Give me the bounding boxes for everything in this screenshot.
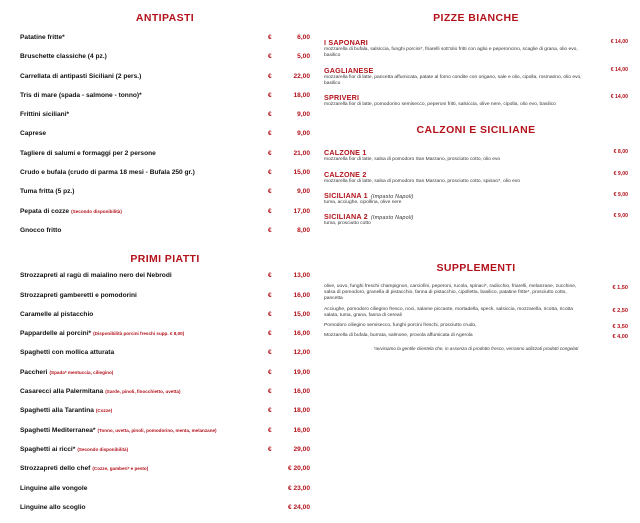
menu-item-row [20, 504, 310, 523]
dish-name: Carrellata di antipasti Siciliani (2 pers.) [20, 72, 142, 80]
dish-note: (Sarde, pinoli, finocchietto, uvetta) [105, 389, 181, 395]
pizza-item [324, 191, 628, 206]
menu-item-row [20, 292, 310, 311]
currency-symbol: € [268, 349, 272, 357]
pizza-price: € 14,00 [610, 66, 628, 73]
dish-name: Casarecci alla Palermitana [20, 388, 104, 396]
pizza-name-text: SPRIVERI [324, 93, 360, 103]
pizza-name-text: I SAPONARI [324, 38, 368, 47]
supplement-price: € 2,50 [612, 307, 628, 314]
menu-item-row [20, 485, 310, 504]
pizze-title: PIZZE BIANCHE [433, 12, 519, 24]
menu-item-row [20, 446, 310, 465]
dish-name: Strozzapreti al ragù di maialino nero dei Nebrodi [20, 272, 172, 280]
dish-note: (Spada* mentuccia, ciliegino) [49, 369, 114, 375]
supplement-row: Acciughe, pomodoro ciliegino fresco, noci, salame piccante, mortadella, speck, salsiccia, mozzarella, ricotta, ricotta salata, tuma, grana, fanna di cereali € 2,50 [324, 306, 628, 318]
pizza-name-text: CALZONE 1 [324, 148, 367, 158]
dish-name: Pappardelle ai porcini* [20, 330, 92, 338]
dish-price: 5,00 [297, 53, 310, 61]
pizza-name [324, 191, 628, 200]
menu-item-row [20, 311, 310, 330]
currency-symbol: € [268, 445, 272, 453]
pizza-description: tuma, acciughe, cipollina, olive nere [324, 200, 402, 206]
supplement-row: Pomodoro ciliegino semisecco, funghi porcini freschi, prosciutto crudo, € 3,50 [324, 323, 628, 331]
dish-name: Crudo e bufala (crudo di parma 18 mesi - Bufala 250 gr.) [20, 169, 195, 177]
pizza-price: € 14,00 [610, 39, 628, 45]
primi-list [20, 272, 310, 523]
pizza-item [324, 148, 628, 163]
menu-item-row [20, 407, 310, 426]
currency-symbol: € [268, 310, 272, 318]
dish-price: 9,00 [297, 188, 310, 196]
currency-symbol: € [268, 226, 272, 234]
pizza-description: mozzarella di bufala, salsiccia, funghi porcini*, friarelli sott'olio fritti con aglio e peperoncino, scaglie di grana, olio evo, basilico [324, 47, 578, 59]
dish-price: 16,00 [293, 291, 310, 299]
currency-symbol: € [268, 72, 272, 80]
pizze-list [324, 38, 628, 108]
dish-name: Gnocco fritto [20, 226, 62, 234]
dish-price: 15,00 [293, 310, 310, 318]
menu-item-row [20, 188, 310, 207]
currency-symbol: € [268, 169, 272, 177]
antipasti-title: ANTIPASTI [135, 12, 195, 24]
dish-price: 16,00 [293, 330, 310, 338]
currency-symbol: € [268, 291, 272, 299]
dish-note: (Secondo disponibilità) [77, 446, 129, 452]
dish-note: (Secondo disponibilità) [71, 208, 122, 214]
currency-symbol: € [268, 426, 272, 434]
dish-note: (Tonno, uvetta, pinoli, pomodorino, menta, melanzane) [97, 427, 217, 433]
supplement-row: olive, uovo, funghi freschi champignon, carciofini, peperoni, rucola, spinaci*, radicchio, friarelli, melanzane, zucchine, salsa di pomodoro, granella di pistacchio, fanna di pistacchio, cipolletta, basilico, patatine fritte*, prosciutto cotto, pancetta € 1,50 [324, 283, 628, 302]
supplement-price: € 4,00 [612, 334, 628, 341]
menu-item-row [20, 388, 310, 407]
dish-name: Caramelle al pistacchio [20, 310, 94, 318]
dish-price: 18,00 [293, 407, 310, 415]
menu-item-row [20, 208, 310, 227]
supplementi-list [324, 284, 628, 340]
menu-item-name [20, 292, 268, 299]
menu-item-row [20, 465, 310, 484]
supplement-price: € 3,50 [612, 324, 628, 331]
currency-symbol: € [268, 407, 272, 415]
dish-name: Caprese [20, 130, 47, 138]
menu-item-row [20, 73, 310, 92]
dish-price: 19,00 [293, 368, 310, 376]
dish-name: Spaghetti alla Tarantina [20, 407, 94, 415]
dish-name: Strozzapreti gamberetti e pomodorini [20, 291, 137, 299]
menu-item-row [20, 227, 310, 246]
dish-name: Linguine alle vongole [20, 484, 88, 492]
supplementi-title: SUPPLEMENTI [436, 261, 516, 274]
pizza-price: € 8,00 [613, 149, 628, 156]
pizza-description: mozzarella fior di latte, salsa di pomodoro San Marzano, prosciutto cotto, spinaci*, olio evo [324, 178, 520, 184]
currency-symbol: € [268, 111, 272, 119]
menu-item-name [20, 111, 268, 118]
pizza-name-text: GAGLIANESE [324, 65, 374, 75]
currency-symbol: € [268, 388, 272, 396]
dish-name: Tuma fritta (5 pz.) [20, 188, 75, 196]
menu-item-name [20, 227, 268, 234]
dish-name: Strozzapreti dello chef [20, 465, 91, 473]
menu-item-name [20, 349, 268, 356]
pizza-name-text: SICILIANA 1 [324, 191, 368, 201]
currency-symbol: € [268, 272, 272, 280]
pizza-name [324, 170, 628, 179]
dish-price: 15,00 [293, 169, 310, 177]
dish-price: 9,00 [297, 111, 310, 119]
dish-name: Patatine fritte* [20, 34, 65, 41]
dish-price: 17,00 [293, 207, 310, 215]
currency-symbol: € [268, 34, 272, 41]
primi-title: PRIMI PIATTI [130, 253, 200, 266]
pizza-item [324, 38, 628, 60]
dish-name: Paccheri [20, 368, 48, 376]
dish-name: Bruschette classiche (4 pz.) [20, 53, 107, 61]
menu-item-row [20, 111, 310, 130]
pizza-description: tuma, prosciutto cotto [324, 221, 371, 227]
currency-symbol: € [268, 188, 272, 196]
menu-item-name [20, 369, 268, 376]
menu-item-row [20, 92, 310, 111]
menu-item-name [20, 485, 268, 492]
dish-price: 16,00 [293, 426, 310, 434]
antipasti-list [20, 34, 310, 246]
currency-symbol: € [268, 91, 272, 99]
menu-item-name [20, 465, 268, 472]
currency-symbol: € [268, 53, 272, 61]
dish-name: Pepata di cozze [20, 207, 70, 215]
menu-item-row [20, 330, 310, 349]
pizza-price: € 9,00 [613, 170, 628, 177]
menu-item-row [20, 150, 310, 169]
calzoni-title: CALZONI E SICILIANE [416, 124, 536, 137]
dish-price: 22,00 [293, 72, 310, 80]
dish-price: € 20,00 [288, 465, 310, 473]
menu-item-name [20, 150, 268, 157]
dish-name: Tris di mare (spada - salmone - tonno)* [20, 91, 142, 99]
pizza-price: € 14,00 [610, 94, 628, 101]
pizza-item [324, 212, 628, 227]
currency-symbol: € [268, 149, 272, 157]
menu-item-row [20, 53, 310, 72]
menu-item-name [20, 388, 268, 395]
menu-item-name [20, 169, 268, 176]
pizza-name-text: SICILIANA 2 [324, 212, 368, 222]
menu-item-name [20, 92, 268, 99]
pizza-name [324, 93, 628, 102]
dish-price: 18,00 [293, 91, 310, 99]
menu-item-name [20, 53, 268, 60]
menu-item-name [20, 407, 268, 414]
pizza-dough-note: (Impasto Napoli) [370, 194, 414, 201]
pizza-item [324, 170, 628, 185]
menu-item-row [20, 427, 310, 446]
dish-price: 21,00 [293, 149, 310, 157]
currency-symbol: € [268, 130, 272, 138]
menu-item-name [20, 130, 268, 137]
dish-name: Linguine allo scoglio [20, 503, 86, 511]
dish-note: (Cozze) [95, 408, 113, 414]
currency-symbol: € [268, 207, 272, 215]
pizza-name [324, 66, 628, 75]
dish-name: Spaghetti con mollica atturata [20, 349, 115, 357]
dish-name: Tagliere di salumi e formaggi per 2 persone [20, 149, 156, 157]
pizza-description: mozzarella fior di latte, pancetta affumicata, patate al forno condite con origano, sale e olio, cipolla, rosmarino, olio evo, basilico [324, 74, 582, 86]
menu-item-name [20, 34, 268, 41]
menu-item-name [20, 188, 268, 195]
dish-note: (Cozze, gamberi* e pesto) [92, 466, 149, 472]
footnote: *avvisiamo la gentile clientela che, in assenza di prodotto fresco, verranno utilizzati prodotti congelati [373, 345, 579, 351]
menu-item-name [20, 330, 268, 337]
pizza-dough-note: (Impasto Napoli) [370, 215, 414, 222]
dish-price: 12,00 [293, 349, 310, 357]
currency-symbol: € [268, 330, 272, 338]
pizza-description: mozzarella fior di latte, salsa di pomodoro San Marzano, prosciutto cotto, olio evo [324, 157, 501, 163]
pizza-item [324, 93, 628, 108]
menu-item-name [20, 73, 268, 80]
menu-item-name [20, 272, 268, 279]
menu-item-row [20, 169, 310, 188]
menu-item-row [20, 272, 310, 291]
menu-item-row [20, 34, 310, 53]
menu-item-row [20, 130, 310, 149]
menu-item-name [20, 208, 268, 215]
right-column [324, 12, 628, 351]
left-column [20, 12, 310, 523]
menu-item-row [20, 369, 310, 388]
menu-item-name [20, 311, 268, 318]
pizza-price: € 9,00 [613, 213, 628, 220]
dish-price: 13,00 [293, 272, 310, 280]
dish-note: (Disponibilità porcini freschi supp. € 8,00) [93, 331, 185, 337]
menu-item-row [20, 349, 310, 368]
pizza-description: mozzarella fior di latte, pomodorino semisecco, peperoni fritti, salsiccia, olive nere, cipolla, olio evo, basilico [324, 102, 556, 108]
dish-price: 29,00 [293, 445, 310, 453]
dish-price: 8,00 [297, 226, 310, 234]
dish-price: 6,00 [297, 34, 310, 41]
menu-item-name [20, 446, 268, 453]
dish-name: Frittini siciliani* [20, 111, 70, 119]
currency-symbol: € [268, 368, 272, 376]
pizza-price: € 9,00 [613, 192, 628, 199]
pizza-name-text: CALZONE 2 [324, 169, 367, 179]
calzoni-list [324, 148, 628, 227]
dish-name: Spaghetti ai ricci* [20, 445, 76, 453]
pizza-name [324, 38, 628, 47]
dish-price: 16,00 [293, 388, 310, 396]
dish-name: Spaghetti Mediterranea* [20, 426, 96, 434]
dish-price: 9,00 [297, 130, 310, 138]
supplement-row: Mozzarella di bufala, burrata, salmone, provola affumicata di Agerola € 4,00 [324, 333, 628, 341]
dish-price: € 24,00 [288, 503, 310, 511]
dish-price: € 23,00 [288, 484, 310, 492]
menu-item-name [20, 427, 268, 434]
menu-item-name [20, 504, 268, 511]
supplement-price: € 1,50 [612, 284, 628, 291]
pizza-item [324, 66, 628, 88]
